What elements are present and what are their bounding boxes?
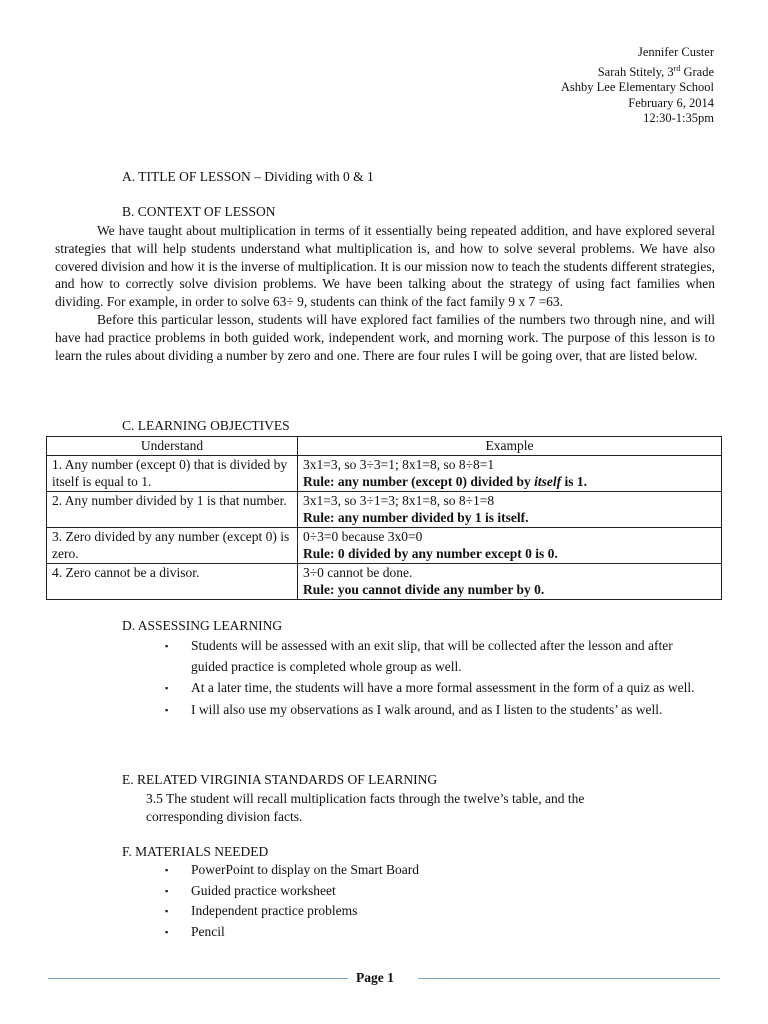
list-item: ▪ Guided practice worksheet — [165, 881, 419, 902]
bullet-icon: ▪ — [165, 704, 169, 715]
rule-text: Rule: any number divided by 1 is itself. — [303, 510, 529, 525]
rule-text: Rule: 0 divided by any number except 0 is 0. — [303, 546, 558, 561]
example-cell: 0÷3=0 because 3x0=0 Rule: 0 divided by any number except 0 is 0. — [298, 527, 722, 563]
section-a-title: A. TITLE OF LESSON – Dividing with 0 & 1 — [122, 169, 374, 184]
list-item: ▪ At a later time, the students will have a more formal assessment in the form of a quiz as well. — [165, 678, 711, 699]
table-header-row — [47, 437, 722, 456]
table-row — [47, 491, 722, 527]
section-d-heading: D. ASSESSING LEARNING — [122, 618, 283, 633]
rule-text: Rule: you cannot divide any number by 0. — [303, 582, 545, 597]
bullet-icon: ▪ — [165, 865, 169, 875]
example-cell: 3÷0 cannot be done. Rule: you cannot divide any number by 0. — [298, 563, 722, 599]
table-row — [47, 527, 722, 563]
assessment-list — [165, 636, 711, 721]
document-header — [561, 45, 714, 127]
standard-text: 3.5 The student will recall multiplication facts through the twelve’s table, and the corresponding division facts. — [146, 791, 585, 824]
section-b-heading: B. CONTEXT OF LESSON — [122, 204, 276, 219]
bullet-icon: ▪ — [165, 683, 169, 693]
table-row — [47, 455, 722, 491]
understand-cell: 3. Zero divided by any number (except 0) is zero. — [47, 527, 298, 563]
rule-text: Rule: any number (except 0) divided by itself is 1. — [303, 474, 588, 489]
bullet-icon: ▪ — [165, 885, 169, 896]
list-item: ▪ Pencil — [165, 922, 419, 943]
mentor-line: Sarah Stitely, 3rd Grade — [597, 63, 714, 79]
section-c-heading: C. LEARNING OBJECTIVES — [122, 418, 290, 433]
table-row — [47, 563, 722, 599]
list-item: ▪ Students will be assessed with an exit slip, that will be collected after the lesson and after guided practice is completed whole group as well. — [165, 638, 673, 674]
lesson-date: February 6, 2014 — [628, 95, 714, 110]
page-footer — [0, 970, 768, 990]
teacher-name: Jennifer Custer — [637, 45, 714, 59]
footer-rule-right — [418, 978, 720, 979]
context-paragraph-2: Before this particular lesson, students will have explored fact families of the numbers two through nine, and will have had practice problems in both guided work, independent work, and morning work. The purpose of this lesson is to learn the rules about dividing a number by zero and one. There are four rules I will be going over, that are listed below. — [55, 311, 715, 363]
bullet-icon: ▪ — [165, 926, 169, 937]
materials-list — [165, 860, 419, 942]
lesson-time: 12:30-1:35pm — [643, 111, 714, 126]
understand-cell: 1. Any number (except 0) that is divided by itself is equal to 1. — [47, 455, 298, 491]
context-paragraph-1: We have taught about multiplication in terms of it essentially being repeated addition, and have explored several strategies that will help students understand what multiplication is, and how to solve several problems. We have also covered division and how it is the inverse of multiplication. It is our mission now to teach the students different strategies, and how to correctly solve division problems. We have been talking about the strategy of using fact families when dividing. For example, in order to solve 63÷ 9, students can think of the fact family 9 x 7 =63. — [55, 223, 715, 310]
list-item: ▪ I will also use my observations as I walk around, and as I listen to the students’ as well. — [165, 700, 711, 721]
section-b-body — [55, 222, 715, 364]
page-number: Page 1 — [356, 970, 394, 985]
list-item: ▪ PowerPoint to display on the Smart Board — [165, 860, 419, 881]
section-e-heading: E. RELATED VIRGINIA STANDARDS OF LEARNING — [122, 772, 438, 787]
example-cell: 3x1=3, so 3÷1=3; 8x1=8, so 8÷1=8 Rule: any number divided by 1 is itself. — [298, 491, 722, 527]
school-name: Ashby Lee Elementary School — [560, 80, 714, 95]
example-cell: 3x1=3, so 3÷3=1; 8x1=8, so 8÷8=1 Rule: any number (except 0) divided by itself is 1. — [298, 455, 722, 491]
column-header-example: Example — [298, 437, 722, 456]
footer-rule-left — [48, 978, 348, 979]
section-f-heading: F. MATERIALS NEEDED — [122, 844, 269, 859]
objectives-table — [46, 436, 722, 600]
list-item: ▪ Independent practice problems — [165, 901, 419, 922]
column-header-understand: Understand — [47, 437, 298, 456]
bullet-icon: ▪ — [165, 641, 169, 651]
understand-cell: 2. Any number divided by 1 is that number. — [47, 491, 298, 527]
bullet-icon: ▪ — [165, 906, 169, 917]
understand-cell: 4. Zero cannot be a divisor. — [47, 563, 298, 599]
